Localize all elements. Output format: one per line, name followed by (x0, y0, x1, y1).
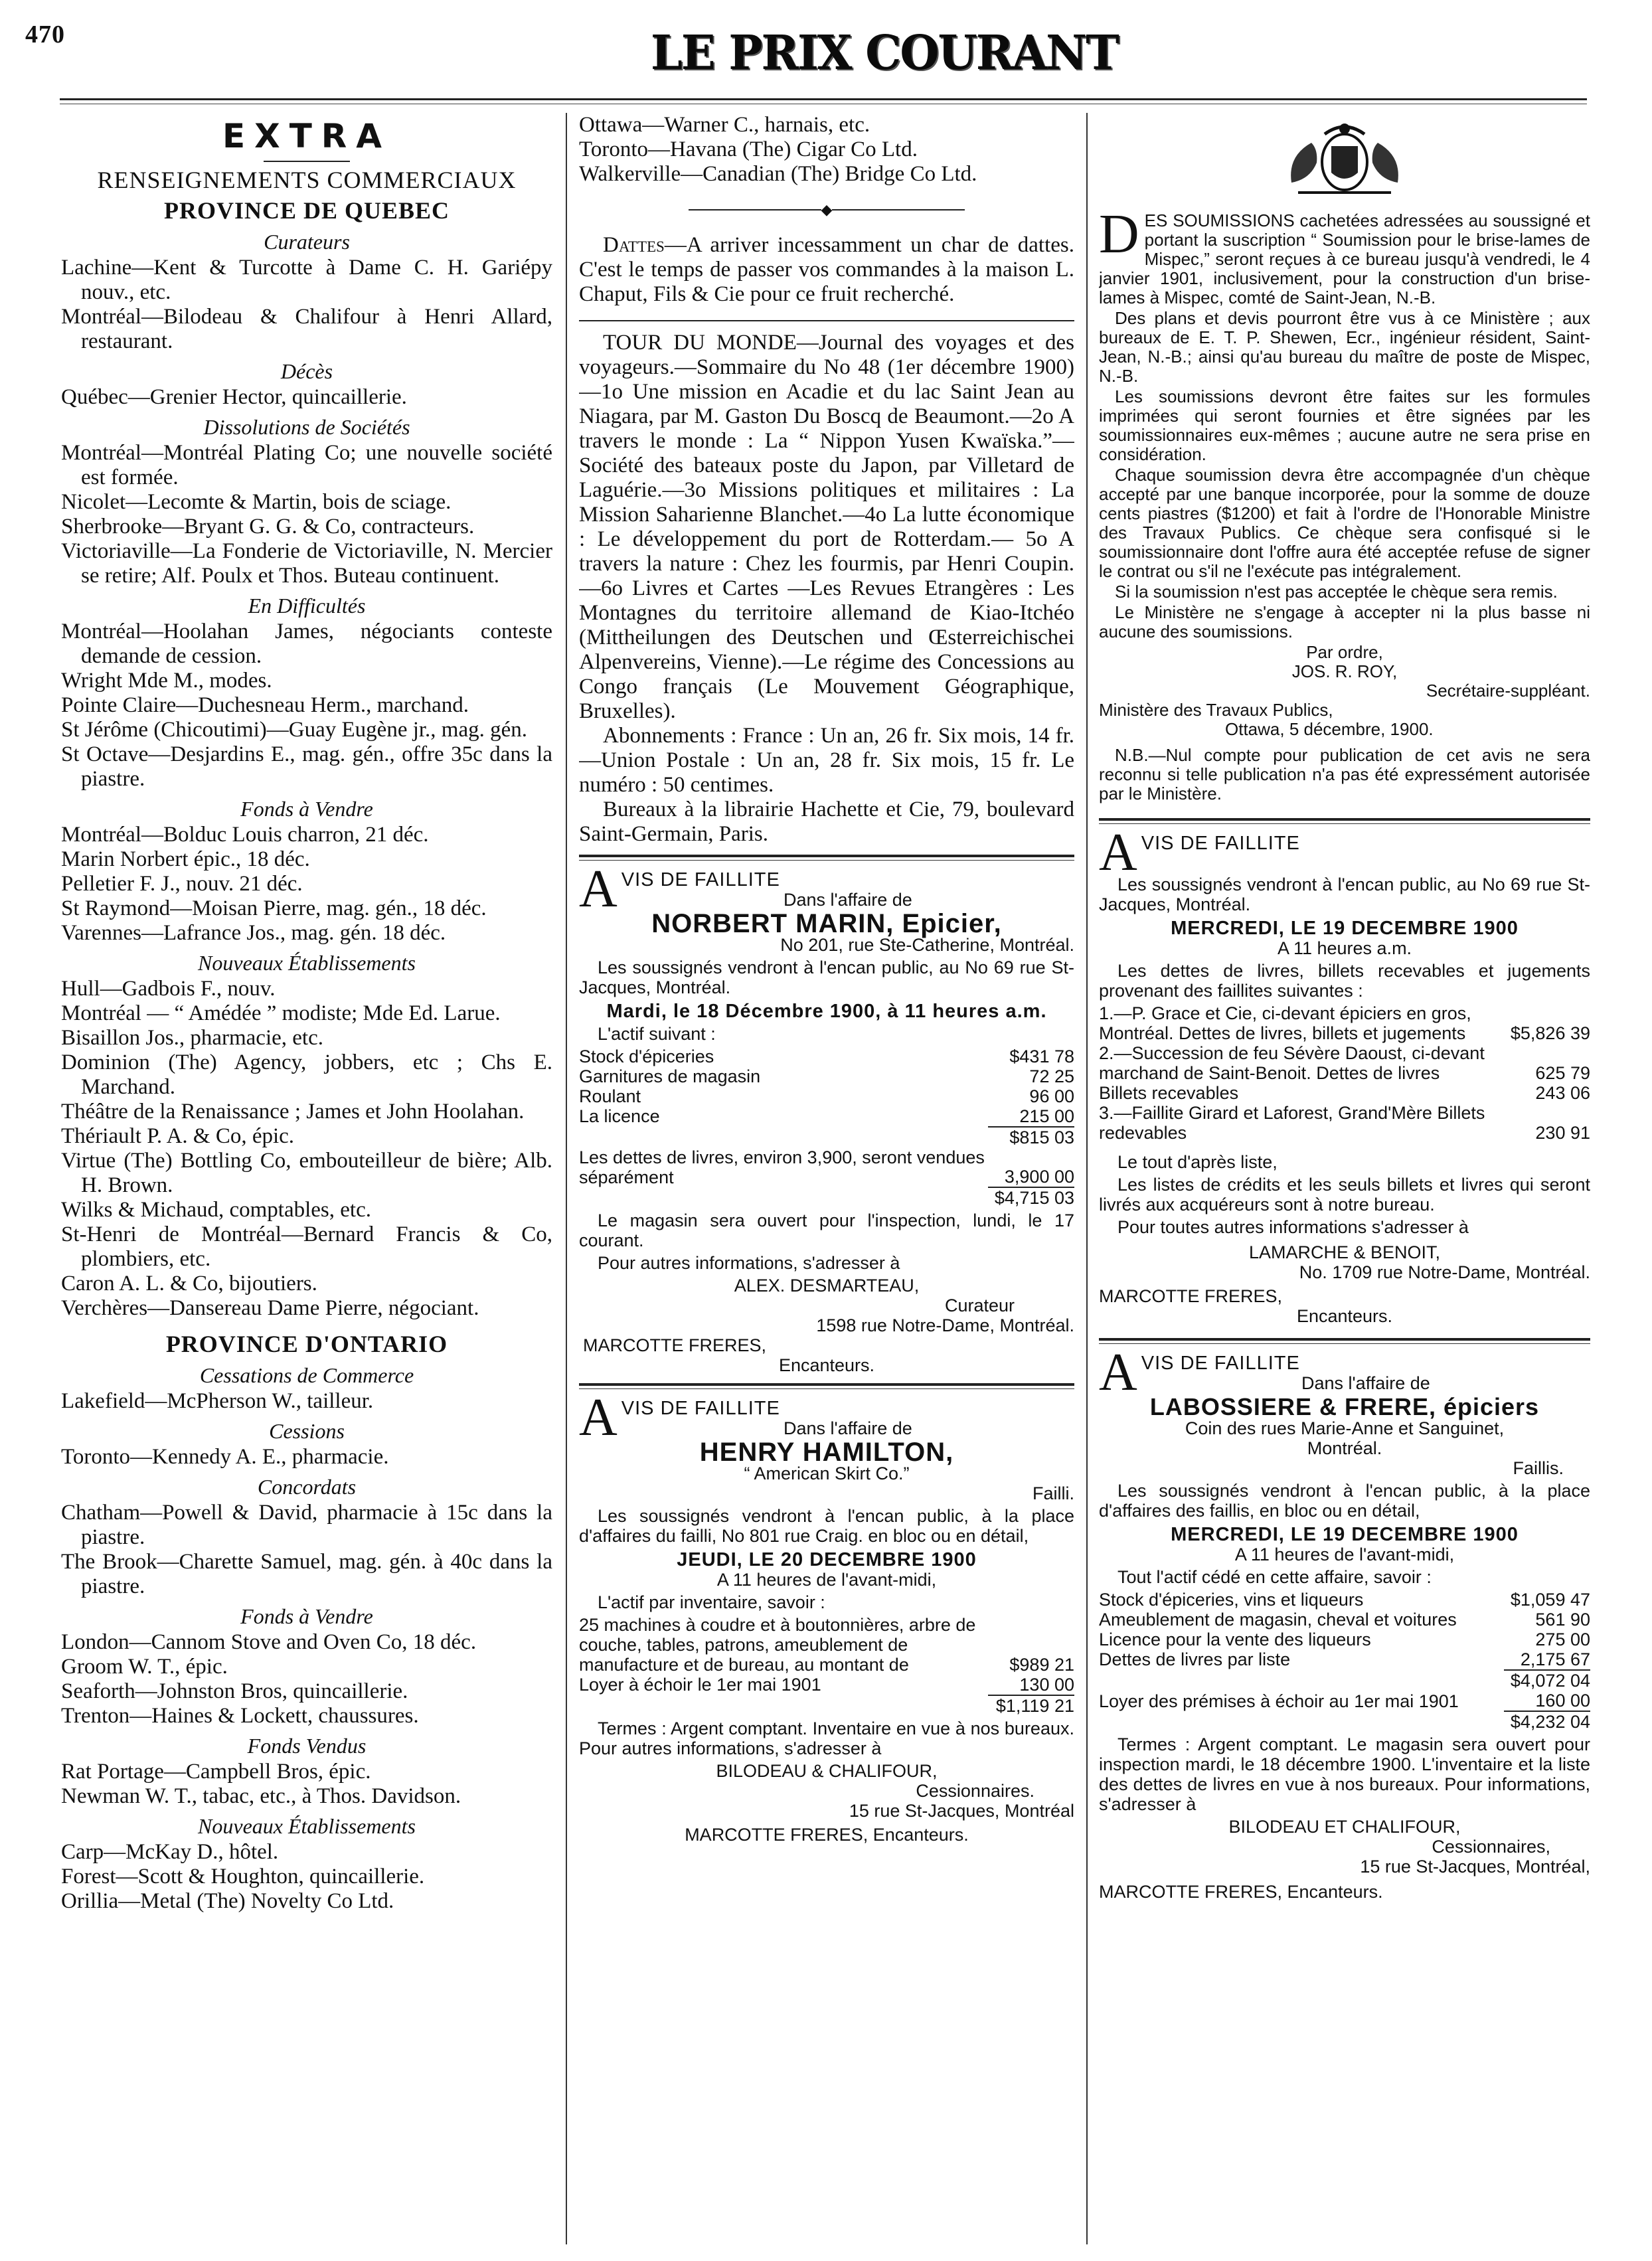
list-item: Orillia—Metal (The) Novelty Co Ltd. (61, 1889, 394, 1913)
list-item: Bisaillon Jos., pharmacie, etc. (61, 1026, 323, 1050)
notice-header (579, 1388, 1074, 1447)
ornament-divider: ◆ (579, 201, 1074, 218)
item-amount: 561 90 (1535, 1610, 1590, 1630)
page-number: 470 (25, 21, 65, 48)
list-item: Carp—McKay D., hôtel. (61, 1840, 279, 1864)
item-label: Loyer à échoir le 1er mai 1901 (579, 1675, 821, 1695)
item-amount: $431 78 (1009, 1047, 1074, 1066)
entry-list (61, 1389, 552, 1414)
curateur-title: Curateur (944, 1296, 1015, 1315)
notice-rule (1099, 1338, 1590, 1341)
table-row (579, 1106, 1074, 1126)
category-heading: Curateurs (264, 230, 350, 254)
category-heading: Fonds à Vendre (240, 1604, 373, 1628)
total: $4,232 04 (1504, 1711, 1590, 1732)
list-item: Newman W. T., tabac, etc., à Thos. Davidson. (61, 1784, 461, 1808)
province-heading: PROVINCE DE QUEBEC (163, 197, 450, 224)
place-date: Ottawa, 5 décembre, 1900. (1225, 719, 1434, 739)
column-divider (566, 113, 567, 2244)
list-item: Montréal — “ Amédée ” modiste; Mde Ed. Larue. (61, 1001, 501, 1025)
notice-creances (1099, 823, 1590, 1326)
notice-labossiere (1099, 1343, 1590, 1902)
table-row (579, 1047, 1074, 1066)
item-amount: 2,175 67 (1520, 1649, 1590, 1669)
list-item: Varennes—Lafrance Jos., mag. gén. 18 déc. (61, 921, 446, 945)
tour-bureaux: Bureaux à la librairie Hachette et Cie, 79, boulevard Saint-Germain, Paris. (579, 797, 1074, 846)
subtotal: $815 03 (988, 1127, 1074, 1147)
agent-name: LAMARCHE & BENOIT, (1248, 1242, 1441, 1262)
notice-listes: Les listes de crédits et les seuls billets et livres qui seront livrés aux acquéreurs sont à notre bureau. (1099, 1175, 1590, 1214)
ministry-line: Ministère des Travaux Publics, (1099, 700, 1333, 720)
notice-info: Pour toutes autres informations s'adresser à (1117, 1217, 1469, 1237)
list-item: Forest—Scott & Houghton, quincaillerie. (61, 1865, 425, 1888)
entry-list (61, 1501, 552, 1599)
section-title-extra: EXTRA (222, 117, 391, 155)
column-middle (579, 113, 1074, 2244)
list-item: Virtue (The) Bottling Co, embouteilleur de bière; Alb. H. Brown. (61, 1149, 552, 1197)
notice-intro: Les soussignés vendront à l'encan public, au No 69 rue St-Jacques, Montréal. (1099, 875, 1590, 914)
item-amount: $989 21 (1009, 1655, 1074, 1675)
list-item: Rat Portage—Campbell Bros, épic. (61, 1760, 371, 1784)
list-item: St-Henri de Montréal—Bernard Francis & Co, plombiers, etc. (61, 1222, 552, 1271)
loyer-label: Loyer des prémises à échoir au 1er mai 1901 (1099, 1691, 1459, 1711)
list-item: The Brook—Charette Samuel, mag. gén. à 40c dans la piastre. (61, 1550, 552, 1598)
category-heading: Dissolutions de Sociétés (203, 415, 410, 439)
notice-info: Pour autres informations, s'adresser à (598, 1253, 900, 1273)
item-label: Garnitures de magasin (579, 1066, 761, 1086)
curateur-name: ALEX. DESMARTEAU, (734, 1276, 920, 1296)
encanteurs-name: MARCOTTE FRERES, Encanteurs. (685, 1825, 969, 1845)
table-row (579, 1675, 1074, 1695)
nb-line: N.B.—Nul compte pour publication de cet avis ne sera reconnu si telle publication n'a pas été expressément autorisée par le Ministère. (1099, 745, 1590, 803)
list-item: St Raymond—Moisan Pierre, mag. gén., 18 déc. (61, 896, 487, 920)
category-heading: En Difficultés (248, 594, 366, 618)
notice-termes: Termes : Argent comptant. Le magasin sera ouvert pour inspection mardi, le 18 décembre 1900. L'inventaire et la liste des dettes de livres en vue à nos bureaux. Pour informations, s'adresser à (1099, 1734, 1590, 1814)
notice-header (1099, 1343, 1590, 1402)
title-rule (264, 161, 350, 162)
notice-hour: A 11 heures de l'avant-midi, (1234, 1545, 1455, 1564)
tour-abonnements: Abonnements : France : Un an, 26 fr. Six mois, 14 fr.—Union Postale : Un an, 28 fr. Six mois, 15 fr. Le numéro : 50 centimes. (579, 724, 1074, 797)
notice-magasin: Le magasin sera ouvert pour l'inspection, lundi, le 17 courant. (579, 1211, 1074, 1250)
entry-list (61, 977, 552, 1321)
dattes-text: —A arriver incessamment un char de dattes. C'est le temps de passer vos commandes à la maison L. Chaput, Fils & Cie pour ce fruit recherché. (579, 233, 1074, 306)
item-amount: 215 00 (1019, 1106, 1074, 1126)
entry-list (61, 385, 552, 410)
cessionnaire-name: BILODEAU ET CHALIFOUR, (1228, 1817, 1461, 1837)
loyer-amount: 160 00 (1535, 1691, 1590, 1711)
notice-rule (579, 855, 1074, 857)
item-amount: $5,826 39 (1510, 1023, 1590, 1043)
entry-list (61, 256, 552, 354)
soumissions-p4: Chaque soumission devra être accompagnée d'un chèque accepté par une banque incorporée, pour la somme de douze cents piastres ($1200) et fait à l'ordre de l'Honorable Ministre des Travaux Publics. Ce chèque sera confisqué si le soumissionnaire dont l'offre aura été acceptée refuse de signer le contrat ou s'il ne l'exécute pas intégralement. (1099, 465, 1590, 581)
encanteurs-name: MARCOTTE FRERES, (1099, 1286, 1283, 1306)
entry-list (61, 1445, 552, 1469)
asset-table (579, 1047, 1074, 1126)
asset-summary (1099, 1669, 1590, 1732)
notice-subname: “ American Skirt Co.” (744, 1464, 910, 1483)
item-label: 25 machines à coudre et à boutonnières, arbre de couche, tables, patrons, ameublement de manufacture et de bureau, au montant de (579, 1615, 976, 1675)
drop-cap: A (1099, 823, 1137, 882)
list-item: Toronto—Havana (The) Cigar Co Ltd. (579, 137, 918, 161)
table-row (1099, 1590, 1590, 1610)
soumissions-p1: ES SOUMISSIONS cachetées adressées au soussigné et portant la suscription “ Soumission pour le brise-lames de Mispec,” seront reçues à ce bureau jusqu'à vendredi, le 4 janvier 1901, inclusivement, pour la construction d'un brise-lames à Mispec, comté de Saint-Jean, N.-B. (1099, 210, 1590, 307)
cessionnaire-title: Cessionnaires. (916, 1781, 1034, 1801)
notice-actif: Tout l'actif cédé en cette affaire, savoir : (1117, 1567, 1432, 1587)
notice-intro: Les soussignés vendront à l'encan public, à la place d'affaires des faillis, en bloc ou en détail, (1099, 1481, 1590, 1521)
list-item: Montréal—Bolduc Louis charron, 21 déc. (61, 823, 429, 847)
notice-label: VIS DE FAILLITE (621, 1398, 780, 1419)
signer-title: Secrétaire-suppléant. (1426, 681, 1590, 701)
dattes-lead: Dattes (603, 233, 665, 257)
table-row (579, 1086, 1074, 1106)
list-item: Victoriaville—La Fonderie de Victoriaville, N. Mercier se retire; Alf. Poulx et Thos. Buteau continuent. (61, 539, 552, 588)
masthead (60, 27, 1587, 100)
soumissions-p5: Si la soumission n'est pas acceptée le chèque sera remis. (1115, 582, 1558, 602)
entry-list (61, 1630, 552, 1728)
list-item: Lachine—Kent & Turcotte à Dame C. H. Gariépy nouv., etc. (61, 256, 552, 304)
table-row (1099, 1649, 1590, 1669)
list-item: Lakefield—McPherson W., tailleur. (61, 1389, 374, 1413)
notice-rule (1099, 818, 1590, 821)
cessionnaire-address: 15 rue St-Jacques, Montréal (849, 1801, 1074, 1821)
royal-crest-icon (1278, 120, 1411, 199)
journal-logo: LE PRIX COURANT (651, 25, 1118, 81)
notice-date: Mardi, le 18 Décembre 1900, à 11 heures a.m. (606, 1001, 1047, 1022)
list-item: Groom W. T., épic. (61, 1655, 228, 1679)
notice-termes: Termes : Argent comptant. Inventaire en vue à nos bureaux. Pour autres informations, s'adresser à (579, 1718, 1074, 1758)
asset-table (1099, 1003, 1590, 1143)
notice-name: HENRY HAMILTON, (699, 1438, 954, 1467)
drop-cap: A (1099, 1343, 1137, 1402)
table-row (1099, 1083, 1590, 1103)
cessionnaire-address: 15 rue St-Jacques, Montréal, (1360, 1857, 1590, 1877)
notice-label: VIS DE FAILLITE (1141, 833, 1300, 854)
list-item: St Jérôme (Chicoutimi)—Guay Eugène jr., mag. gén. (61, 718, 528, 742)
list-item: Walkerville—Canadian (The) Bridge Co Ltd. (579, 162, 977, 186)
notice-label: VIS DE FAILLITE (621, 869, 780, 890)
encanteurs-title: Encanteurs. (778, 1355, 875, 1375)
dettes-label: Les dettes de livres, environ 3,900, seront vendues séparément (579, 1147, 985, 1187)
total: $1,119 21 (988, 1695, 1074, 1716)
table-row (1099, 1630, 1590, 1649)
notice-address: Coin des rues Marie-Anne et Sanguinet, (1185, 1418, 1505, 1438)
subtotal: $4,072 04 (1504, 1670, 1590, 1691)
list-item: Ottawa—Warner C., harnais, etc. (579, 113, 870, 137)
item-label: 3.—Faillite Girard et Laforest, Grand'Mère Billets redevables (1099, 1103, 1485, 1143)
signer-name: JOS. R. ROY, (1291, 661, 1398, 681)
asset-summary (579, 1695, 1074, 1716)
notice-affaire: Dans l'affaire de (1301, 1373, 1430, 1393)
list-item: Chatham—Powell & David, pharmacie à 15c dans la piastre. (61, 1501, 552, 1549)
notice-intro: Les soussignés vendront à l'encan public, à la place d'affaires du failli, No 801 rue Craig. en bloc ou en détail, (579, 1506, 1074, 1546)
table-row (579, 1066, 1074, 1086)
divider (579, 320, 1074, 321)
category-heading: Nouveaux Établissements (198, 951, 416, 975)
cessionnaire-title: Cessionnaires, (1432, 1837, 1550, 1857)
list-item: Seaforth—Johnston Bros, quincaillerie. (61, 1679, 408, 1703)
province-heading: PROVINCE D'ONTARIO (165, 1331, 448, 1357)
category-heading: Concordats (257, 1475, 357, 1499)
list-item: Montréal—Montréal Plating Co; une nouvelle société est formée. (61, 441, 552, 489)
item-amount: 130 00 (1019, 1675, 1074, 1695)
list-item: Thériault P. A. & Co, épic. (61, 1124, 295, 1148)
notice-name: LABOSSIERE & FRERE, épiciers (1149, 1393, 1540, 1420)
list-item: St Octave—Desjardins E., mag. gén., offre 35c dans la piastre. (61, 742, 552, 791)
notice-tout: Le tout d'après liste, (1117, 1152, 1278, 1172)
category-heading: Décès (280, 359, 333, 383)
notice-actif: L'actif suivant : (598, 1024, 716, 1044)
dettes-amount: 3,900 00 (1004, 1167, 1074, 1187)
list-item: Québec—Grenier Hector, quincaillerie. (61, 385, 407, 409)
item-amount: 72 25 (1029, 1066, 1074, 1086)
soumissions-p2: Des plans et devis pourront être vus à ce Ministère ; aux bureaux de E. T. P. Shewen, Ecr., ingénieur résident, Saint-Jean, N.-B.; ainsi qu'au bureau du maître de poste de Mispec, N.-B. (1099, 308, 1590, 386)
entry-list (61, 441, 552, 588)
notice-faillis: Faillis. (1513, 1458, 1564, 1478)
notice-affaire: Dans l'affaire de (784, 890, 912, 910)
category-heading: Fonds Vendus (247, 1734, 367, 1758)
item-label: Roulant (579, 1086, 641, 1106)
entry-list (61, 1760, 552, 1809)
notice-date: MERCREDI, LE 19 DECEMBRE 1900 (1171, 918, 1519, 939)
notice-failli: Failli. (1032, 1483, 1074, 1503)
order-line: Par ordre, (1306, 642, 1383, 662)
asset-table (579, 1615, 1074, 1695)
notice-hour: A 11 heures de l'avant-midi, (716, 1570, 937, 1590)
notice-intro: Les soussignés vendront à l'encan public, au No 69 rue St-Jacques, Montréal. (579, 958, 1074, 997)
encanteurs-name: MARCOTTE FRERES, (583, 1335, 767, 1355)
item-amount: $1,059 47 (1510, 1590, 1590, 1610)
tour-paragraph: TOUR DU MONDE—Journal des voyages et des voyageurs.—Sommaire du No 48 (1er décembre 1900)—1o Une mission en Acadie et du lac Saint Jean au Niagara, par M. Gaston Du Boscq de Beaumont.—2o A travers le monde : La “ Nippon Yusen Kwaïska.”—Société des bateaux poste du Japon, par Villetard de Laguérie.—3o Missions politiques et militaires : La Mission Saharienne Blanchet.—4o La lutte économique : Le développement du port de Rotterdam.— 5o A travers la nature : Chez les fourmis, par Henri Coupin. —6o Livres et Cartes —Les Revues Etrangères : Les Montagnes du territoire allemand de Kiao-Itchéo (Mittheilungen des Deutschen und Œsterreichischei Alpenvereins, Vienne).—Le régime des Concessions au Congo français (Le Mouvement Géographique, Bruxelles). (579, 331, 1074, 723)
list-item: Pelletier F. J., nouv. 21 déc. (61, 872, 303, 896)
asset-table (1099, 1590, 1590, 1669)
table-row (1099, 1003, 1590, 1043)
notice-rule-thin (1099, 1343, 1590, 1344)
list-item: Trenton—Haines & Lockett, chaussures. (61, 1704, 419, 1728)
list-item: Théâtre de la Renaissance ; James et John Hoolahan. (61, 1100, 525, 1124)
cessionnaire-name: BILODEAU & CHALIFOUR, (716, 1761, 938, 1781)
category-heading: Cessations de Commerce (199, 1363, 414, 1387)
list-item: Dominion (The) Agency, jobbers, etc ; Chs E. Marchand. (61, 1050, 552, 1099)
header-rule (60, 98, 1587, 100)
notice-date: JEUDI, LE 20 DECEMBRE 1900 (677, 1549, 977, 1570)
list-item: Sherbrooke—Bryant G. G. & Co, contracteurs. (61, 515, 475, 539)
list-item: Montréal—Bilodeau & Chalifour à Henri Allard, restaurant. (61, 305, 552, 353)
list-item: London—Cannom Stove and Oven Co, 18 déc. (61, 1630, 477, 1654)
table-row (1099, 1103, 1590, 1143)
list-item: Wright Mde M., modes. (61, 669, 272, 693)
item-label: 2.—Succession de feu Sévère Daoust, ci-devant marchand de Saint-Benoit. Dettes de livres (1099, 1043, 1485, 1083)
list-item: Verchères—Dansereau Dame Pierre, négociant. (61, 1296, 479, 1320)
notice-rule-thin (579, 860, 1074, 861)
item-label: Billets recevables (1099, 1083, 1239, 1103)
item-amount: 243 06 (1535, 1083, 1590, 1103)
category-heading: Cessions (269, 1419, 345, 1443)
item-label: Stock d'épiceries, vins et liqueurs (1099, 1590, 1364, 1610)
notice-desc: Les dettes de livres, billets recevables et jugements provenant des faillites suivantes : (1099, 961, 1590, 1001)
notice-hour: A 11 heures a.m. (1277, 938, 1412, 958)
soumissions-p6: Le Ministère ne s'engage à accepter ni la plus basse ni aucune des soumissions. (1099, 602, 1590, 641)
notice-label: VIS DE FAILLITE (1141, 1353, 1300, 1374)
category-heading: Nouveaux Établissements (198, 1814, 416, 1838)
notice-rule-thin (579, 1388, 1074, 1389)
category-heading: Fonds à Vendre (240, 797, 373, 821)
notice-norbert-marin (579, 860, 1074, 1375)
entry-list (579, 113, 1074, 187)
notice-actif: L'actif par inventaire, savoir : (598, 1592, 825, 1612)
item-amount: 96 00 (1029, 1086, 1074, 1106)
drop-cap: D (1099, 203, 1139, 265)
table-row (579, 1615, 1074, 1675)
item-label: Stock d'épiceries (579, 1047, 714, 1066)
item-amount: 230 91 (1535, 1123, 1590, 1143)
total: $4,715 03 (988, 1187, 1074, 1208)
table-row (1099, 1043, 1590, 1083)
encanteurs-name: MARCOTTE FRERES, Encanteurs. (1099, 1882, 1383, 1902)
list-item: Pointe Claire—Duchesneau Herm., marchand. (61, 693, 469, 717)
notice-header (579, 860, 1074, 918)
column-divider (1086, 113, 1088, 2244)
entry-list (61, 1840, 552, 1914)
notice-rule (579, 1383, 1074, 1386)
notice-date: MERCREDI, LE 19 DECEMBRE 1900 (1171, 1524, 1519, 1545)
soumissions-notice (1099, 203, 1590, 803)
asset-summary (579, 1126, 1074, 1208)
drop-cap: A (579, 1388, 618, 1447)
item-amount: 625 79 (1535, 1063, 1590, 1083)
item-label: La licence (579, 1106, 660, 1126)
notice-header (1099, 823, 1590, 882)
table-row (1099, 1610, 1590, 1630)
entry-list (61, 823, 552, 946)
item-amount: 275 00 (1535, 1630, 1590, 1649)
notice-henry-hamilton (579, 1388, 1074, 1845)
list-item: Hull—Gadbois F., nouv. (61, 977, 276, 1001)
list-item: Caron A. L. & Co, bijoutiers. (61, 1272, 317, 1296)
item-label: Dettes de livres par liste (1099, 1649, 1291, 1669)
list-item: Montréal—Hoolahan James, négociants conteste demande de cession. (61, 620, 552, 668)
column-right (1099, 113, 1590, 2244)
list-item: Wilks & Michaud, comptables, etc. (61, 1198, 371, 1222)
encanteurs-title: Encanteurs. (1296, 1306, 1393, 1326)
entry-list (61, 620, 552, 792)
notice-city: Montréal. (1307, 1438, 1382, 1458)
list-item: Marin Norbert épic., 18 déc. (61, 847, 310, 871)
section-subtitle: RENSEIGNEMENTS COMMERCIAUX (97, 167, 517, 193)
item-label: Licence pour la vente des liqueurs (1099, 1630, 1371, 1649)
notice-affaire: Dans l'affaire de (784, 1418, 912, 1438)
notice-rule-thin (1099, 823, 1590, 824)
drop-cap: A (579, 860, 618, 918)
list-item: Toronto—Kennedy A. E., pharmacie. (61, 1445, 389, 1469)
curateur-address: 1598 rue Notre-Dame, Montréal. (816, 1315, 1074, 1335)
agent-address: No. 1709 rue Notre-Dame, Montréal. (1299, 1262, 1590, 1282)
item-label: Ameublement de magasin, cheval et voitures (1099, 1610, 1457, 1630)
notice-name: NORBERT MARIN, Epicier, (651, 909, 1002, 938)
notice-address: No 201, rue Ste-Catherine, Montréal. (780, 935, 1074, 955)
dattes-paragraph (579, 233, 1074, 307)
item-label: 1.—P. Grace et Cie, ci-devant épiciers en gros, Montréal. Dettes de livres, billets et jugements (1099, 1003, 1471, 1043)
list-item: Nicolet—Lecomte & Martin, bois de sciage. (61, 490, 452, 514)
soumissions-p3: Les soumissions devront être faites sur les formules imprimées qui seront fournies et être signées par les soumissionnaires eux-mêmes ; aucune autre ne sera prise en considération. (1099, 386, 1590, 464)
column-left (61, 113, 552, 2244)
